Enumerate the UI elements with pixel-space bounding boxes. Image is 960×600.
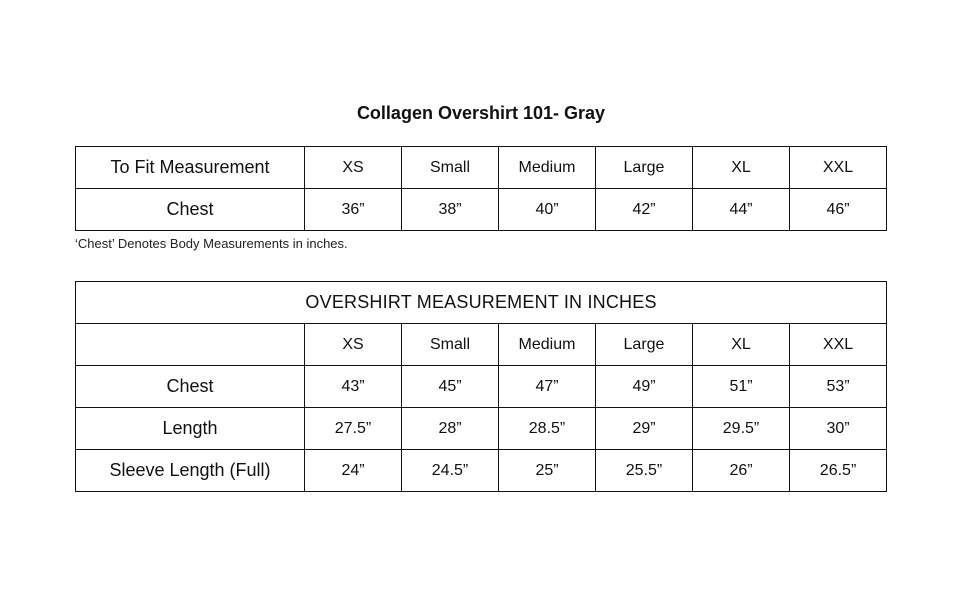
size-header-cell: Small	[402, 324, 499, 366]
measurement-cell: 38”	[402, 189, 499, 231]
fit-measurement-table	[75, 146, 887, 231]
measurement-cell: 40”	[499, 189, 596, 231]
table-header-row	[76, 324, 887, 366]
measurement-cell: 53”	[790, 366, 887, 408]
size-header-cell: XL	[693, 324, 790, 366]
page-title: Collagen Overshirt 101- Gray	[356, 103, 606, 123]
measurement-cell: 29”	[596, 408, 693, 450]
size-header-cell: XS	[305, 324, 402, 366]
table-heading: OVERSHIRT MEASUREMENT IN INCHES	[76, 282, 887, 324]
measurement-cell: 26.5”	[790, 450, 887, 492]
measurement-cell: 42”	[596, 189, 693, 231]
table-header-row	[76, 147, 887, 189]
size-header-cell: XXL	[790, 324, 887, 366]
size-header-cell: Medium	[499, 324, 596, 366]
table-row	[76, 366, 887, 408]
measurement-cell: 29.5”	[693, 408, 790, 450]
row-label-cell: To Fit Measurement	[76, 147, 305, 189]
size-header-cell: Small	[402, 147, 499, 189]
measurement-cell: 36”	[305, 189, 402, 231]
row-label-cell: Sleeve Length (Full)	[76, 450, 305, 492]
measurement-cell: 27.5”	[305, 408, 402, 450]
measurement-cell: 51”	[693, 366, 790, 408]
measurement-cell: 46”	[790, 189, 887, 231]
row-label-cell: Chest	[76, 189, 305, 231]
measurement-cell: 43”	[305, 366, 402, 408]
overshirt-measurement-table	[75, 281, 887, 492]
measurement-cell: 25.5”	[596, 450, 693, 492]
size-header-cell: XL	[693, 147, 790, 189]
table-heading-row	[76, 282, 887, 324]
table-row	[76, 408, 887, 450]
size-header-cell: Large	[596, 324, 693, 366]
measurement-cell: 30”	[790, 408, 887, 450]
size-header-cell: Medium	[499, 147, 596, 189]
measurement-cell: 24.5”	[402, 450, 499, 492]
measurement-cell: 26”	[693, 450, 790, 492]
measurement-cell: 45”	[402, 366, 499, 408]
measurement-cell: 44”	[693, 189, 790, 231]
empty-corner-cell	[76, 324, 305, 366]
row-label-cell: Chest	[76, 366, 305, 408]
size-header-cell: XXL	[790, 147, 887, 189]
measurement-cell: 24”	[305, 450, 402, 492]
size-header-cell: XS	[305, 147, 402, 189]
row-label-cell: Length	[76, 408, 305, 450]
size-header-cell: Large	[596, 147, 693, 189]
measurement-cell: 25”	[499, 450, 596, 492]
measurement-note: ‘Chest’ Denotes Body Measurements in inches.	[75, 236, 348, 251]
measurement-cell: 28.5”	[499, 408, 596, 450]
measurement-cell: 28”	[402, 408, 499, 450]
measurement-cell: 49”	[596, 366, 693, 408]
measurement-cell: 47”	[499, 366, 596, 408]
table-row	[76, 189, 887, 231]
table-row	[76, 450, 887, 492]
